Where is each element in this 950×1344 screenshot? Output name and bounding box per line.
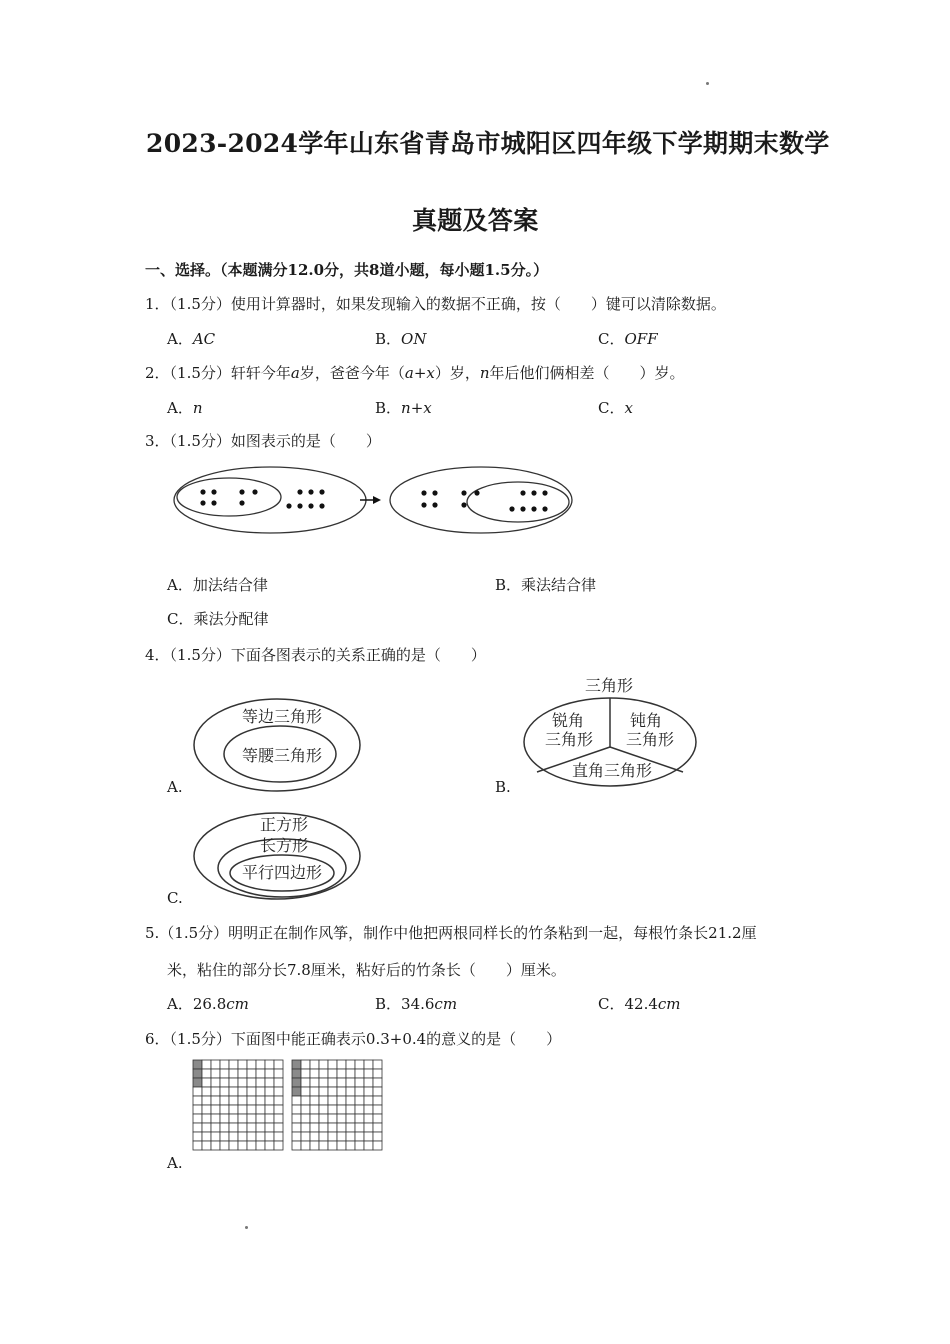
grid-cell — [337, 1069, 346, 1078]
shaded-cell — [193, 1060, 202, 1069]
grid-cell — [337, 1078, 346, 1087]
grid-cell — [364, 1114, 373, 1123]
grid-cell — [337, 1132, 346, 1141]
grid-cell — [211, 1096, 220, 1105]
grid-cell — [319, 1141, 328, 1150]
grid-cell — [319, 1087, 328, 1096]
grid-cell — [229, 1132, 238, 1141]
grid-cell — [355, 1123, 364, 1132]
grid-cell — [202, 1096, 211, 1105]
q3-option-c: C．乘法分配律 — [167, 610, 269, 628]
grid-cell — [256, 1069, 265, 1078]
grid-cell — [220, 1069, 229, 1078]
grid-cell — [274, 1123, 283, 1132]
q2-option-a: A．n — [167, 399, 203, 417]
grid-cell — [373, 1096, 382, 1105]
grid-cell — [292, 1132, 301, 1141]
grid-cell — [319, 1078, 328, 1087]
grid-cell — [364, 1069, 373, 1078]
grid-cell — [274, 1132, 283, 1141]
q2-text-a: 2．（1.5分）轩轩今年 — [145, 364, 291, 382]
grid-cell — [373, 1078, 382, 1087]
diagA-inner-label: 等腰三角形 — [242, 746, 323, 765]
q2-option-b: B．n+x — [375, 399, 432, 417]
grid-cell — [373, 1132, 382, 1141]
grid-cell — [328, 1132, 337, 1141]
q1-option-c: C．OFF — [598, 330, 658, 348]
diagB-right-label-1: 钝角 — [630, 711, 663, 730]
grid-cell — [202, 1069, 211, 1078]
grid-cell — [256, 1123, 265, 1132]
grid-cell — [229, 1123, 238, 1132]
grid-cell — [310, 1114, 319, 1123]
page-title-line1: 2023-2024学年山东省青岛市城阳区四年级下学期期末数学 — [146, 129, 830, 158]
grid-cell — [256, 1114, 265, 1123]
grid-cell — [256, 1078, 265, 1087]
question-3: 3．（1.5分）如图表示的是（ ） — [145, 432, 381, 450]
grid-cell — [337, 1087, 346, 1096]
grid-cell — [229, 1060, 238, 1069]
grid-cell — [220, 1096, 229, 1105]
grid-cell — [211, 1069, 220, 1078]
grid-cell — [355, 1060, 364, 1069]
q3-option-a: A．加法结合律 — [167, 576, 268, 594]
grid-cell — [238, 1114, 247, 1123]
grid-cell — [202, 1132, 211, 1141]
grid-cell — [229, 1114, 238, 1123]
grid-cell — [265, 1105, 274, 1114]
grid-cell — [355, 1105, 364, 1114]
grid-cell — [337, 1141, 346, 1150]
grid-cell — [193, 1096, 202, 1105]
grid-cell — [373, 1141, 382, 1150]
grid-cell — [355, 1078, 364, 1087]
grid-cell — [328, 1141, 337, 1150]
grid-cell — [229, 1078, 238, 1087]
grid-cell — [274, 1060, 283, 1069]
grid-cell — [346, 1123, 355, 1132]
grid-cell — [310, 1132, 319, 1141]
question-6: 6．（1.5分）下面图中能正确表示0.3+0.4的意义的是（ ） — [145, 1030, 562, 1048]
q4-label-b: B. — [495, 778, 511, 796]
grid-cell — [193, 1132, 202, 1141]
q4-diagram-a — [190, 695, 365, 797]
grid-cell — [247, 1132, 256, 1141]
grid-cell — [364, 1132, 373, 1141]
grid-cell — [193, 1123, 202, 1132]
grid-cell — [310, 1060, 319, 1069]
grid-cell — [310, 1078, 319, 1087]
grid-cell — [364, 1141, 373, 1150]
diagB-right-label-2: 三角形 — [626, 730, 675, 749]
grid-cell — [328, 1114, 337, 1123]
grid-cell — [220, 1060, 229, 1069]
grid-cell — [319, 1132, 328, 1141]
shaded-cell — [292, 1078, 301, 1087]
grid-cell — [202, 1123, 211, 1132]
question-1: 1．（1.5分）使用计算器时，如果发现输入的数据不正确，按（ ）键可以清除数据。 — [145, 295, 726, 313]
grid-cell — [247, 1141, 256, 1150]
q6-grid-diagram — [192, 1059, 388, 1155]
grid-cell — [211, 1060, 220, 1069]
grid-cell — [310, 1123, 319, 1132]
grid-cell — [265, 1060, 274, 1069]
grid-cell — [238, 1123, 247, 1132]
grid-cell — [301, 1060, 310, 1069]
grid-cell — [220, 1141, 229, 1150]
section-heading: 一、选择。（本题满分12.0分，共8道小题，每小题1.5分。） — [145, 261, 549, 279]
diagC-inner-label: 平行四边形 — [242, 863, 323, 882]
grid-cell — [337, 1114, 346, 1123]
grid-cell — [319, 1096, 328, 1105]
grid-cell — [346, 1096, 355, 1105]
grid-cell — [220, 1114, 229, 1123]
q5-option-a: A．26.8cm — [167, 995, 249, 1013]
grid-cell — [202, 1105, 211, 1114]
grid-cell — [355, 1096, 364, 1105]
grid-cell — [247, 1114, 256, 1123]
grid-cell — [229, 1096, 238, 1105]
grid-cell — [292, 1141, 301, 1150]
grid-cell — [355, 1087, 364, 1096]
diagA-outer-label: 等边三角形 — [242, 707, 323, 726]
grid-cell — [238, 1069, 247, 1078]
grid-cell — [193, 1087, 202, 1096]
grid-cell — [202, 1141, 211, 1150]
shaded-cell — [292, 1060, 301, 1069]
grid-cell — [247, 1123, 256, 1132]
grid-cell — [346, 1078, 355, 1087]
q2-text-c: ）岁， — [434, 364, 480, 382]
q2-var-a: a — [290, 364, 300, 382]
shaded-cell — [292, 1087, 301, 1096]
right-outer-ellipse — [390, 467, 572, 533]
q5-option-c: C．42.4cm — [598, 995, 681, 1013]
q2-var-n: n — [479, 364, 490, 382]
grid-cell — [274, 1069, 283, 1078]
grid-cell — [292, 1096, 301, 1105]
grid-cell — [238, 1060, 247, 1069]
page-title-line2: 真题及答案 — [412, 206, 539, 235]
grid-cell — [301, 1096, 310, 1105]
grid-cell — [229, 1069, 238, 1078]
grid-cell — [373, 1123, 382, 1132]
diagB-left-label-1: 锐角 — [552, 711, 585, 730]
grid-cell — [274, 1096, 283, 1105]
grid-cell — [211, 1132, 220, 1141]
shaded-cell — [193, 1069, 202, 1078]
grid-cell — [193, 1141, 202, 1150]
grid-cell — [364, 1096, 373, 1105]
grid-cell — [328, 1096, 337, 1105]
diagB-bottom-label: 直角三角形 — [572, 761, 653, 780]
diagB-top-label: 三角形 — [585, 676, 634, 695]
grid-cell — [310, 1069, 319, 1078]
shaded-cell — [292, 1069, 301, 1078]
q2-text-b: 岁，爸爸今年（ — [299, 364, 405, 382]
diagC-middle-label: 长方形 — [260, 836, 309, 855]
diagC-outer-label: 正方形 — [260, 815, 309, 834]
grid-cell — [301, 1087, 310, 1096]
grid-cell — [247, 1078, 256, 1087]
grid-cell — [373, 1069, 382, 1078]
grid-cell — [202, 1078, 211, 1087]
grid-cell — [256, 1105, 265, 1114]
grid-cell — [310, 1105, 319, 1114]
grid-cell — [337, 1096, 346, 1105]
q4-label-c: C. — [167, 889, 183, 907]
grid-cell — [292, 1105, 301, 1114]
q4-diagram-b — [520, 672, 705, 794]
grid-cell — [346, 1087, 355, 1096]
grid-cell — [337, 1123, 346, 1132]
grid-cell — [328, 1105, 337, 1114]
grid-cell — [292, 1114, 301, 1123]
q2-option-c: C．x — [598, 399, 633, 417]
grid-cell — [193, 1105, 202, 1114]
grid-cell — [346, 1105, 355, 1114]
grid-cell — [238, 1087, 247, 1096]
grid-cell — [346, 1114, 355, 1123]
grid-cell — [328, 1123, 337, 1132]
grid-cell — [238, 1078, 247, 1087]
grid-cell — [202, 1087, 211, 1096]
grid-cell — [274, 1078, 283, 1087]
grid-cell — [292, 1123, 301, 1132]
grid-cell — [211, 1078, 220, 1087]
grid-cell — [364, 1087, 373, 1096]
grid-cell — [202, 1114, 211, 1123]
grid-cell — [229, 1141, 238, 1150]
grid-cell — [220, 1078, 229, 1087]
grid-cell — [319, 1123, 328, 1132]
arrow-icon — [360, 496, 381, 504]
grid-cell — [256, 1096, 265, 1105]
grid-cell — [274, 1087, 283, 1096]
grid-cell — [373, 1105, 382, 1114]
grid-cell — [220, 1123, 229, 1132]
grid-cell — [364, 1060, 373, 1069]
question-2 — [145, 362, 685, 383]
grid-cell — [211, 1114, 220, 1123]
grid-cell — [328, 1060, 337, 1069]
grid-cell — [247, 1087, 256, 1096]
grid-cell — [373, 1114, 382, 1123]
grid-cell — [355, 1132, 364, 1141]
grid-cell — [301, 1141, 310, 1150]
grid-cell — [247, 1060, 256, 1069]
q6-label-a: A. — [167, 1154, 183, 1172]
grid-cell — [211, 1105, 220, 1114]
grid-cell — [346, 1069, 355, 1078]
grid-cell — [193, 1114, 202, 1123]
decorative-dot — [245, 1226, 248, 1229]
grid-cell — [256, 1132, 265, 1141]
grid-cell — [211, 1123, 220, 1132]
grid-cell — [373, 1087, 382, 1096]
grid-cell — [256, 1060, 265, 1069]
grid-cell — [265, 1141, 274, 1150]
grid-cell — [301, 1132, 310, 1141]
decorative-dot — [706, 82, 709, 85]
grid-cell — [319, 1114, 328, 1123]
q2-var-ax: a+x — [404, 364, 435, 382]
grid-cell — [328, 1087, 337, 1096]
grid-left — [193, 1060, 283, 1150]
q2-text-d: 年后他们俩相差（ ）岁。 — [489, 364, 685, 382]
grid-cell — [229, 1105, 238, 1114]
grid-cell — [247, 1105, 256, 1114]
grid-cell — [238, 1096, 247, 1105]
grid-cell — [274, 1105, 283, 1114]
grid-cell — [346, 1132, 355, 1141]
grid-cell — [229, 1087, 238, 1096]
grid-cell — [220, 1132, 229, 1141]
grid-cell — [247, 1096, 256, 1105]
grid-cell — [346, 1060, 355, 1069]
grid-cell — [220, 1087, 229, 1096]
q4-diagram-c — [190, 810, 365, 902]
q3-dots-diagram — [165, 463, 585, 543]
grid-cell — [337, 1105, 346, 1114]
grid-cell — [373, 1060, 382, 1069]
q5-option-b: B．34.6cm — [375, 995, 458, 1013]
question-4: 4．（1.5分）下面各图表示的关系正确的是（ ） — [145, 646, 486, 664]
grid-cell — [301, 1069, 310, 1078]
grid-cell — [301, 1078, 310, 1087]
grid-cell — [211, 1087, 220, 1096]
grid-cell — [265, 1069, 274, 1078]
grid-cell — [337, 1060, 346, 1069]
grid-cell — [265, 1078, 274, 1087]
grid-cell — [319, 1069, 328, 1078]
grid-cell — [301, 1114, 310, 1123]
right-inner-ellipse — [467, 482, 569, 522]
grid-cell — [247, 1069, 256, 1078]
grid-cell — [346, 1141, 355, 1150]
grid-cell — [364, 1123, 373, 1132]
diagB-left-label-2: 三角形 — [545, 730, 594, 749]
left-outer-ellipse — [174, 467, 366, 533]
grid-cell — [301, 1105, 310, 1114]
grid-cell — [238, 1141, 247, 1150]
grid-cell — [256, 1141, 265, 1150]
question-5-line1: 5.（1.5分）明明正在制作风筝，制作中他把两根同样长的竹条粘到一起，每根竹条长21.2厘 — [145, 924, 757, 942]
grid-cell — [319, 1060, 328, 1069]
grid-cell — [355, 1114, 364, 1123]
grid-cell — [274, 1114, 283, 1123]
grid-cell — [328, 1078, 337, 1087]
grid-cell — [256, 1087, 265, 1096]
grid-cell — [310, 1087, 319, 1096]
grid-cell — [355, 1069, 364, 1078]
question-5-line2: 米，粘住的部分长7.8厘米，粘好后的竹条长（ ）厘米。 — [167, 961, 566, 979]
grid-cell — [265, 1132, 274, 1141]
grid-cell — [238, 1105, 247, 1114]
left-inner-ellipse — [177, 478, 281, 516]
grid-cell — [211, 1141, 220, 1150]
q1-option-a: A．AC — [167, 330, 216, 348]
grid-cell — [238, 1132, 247, 1141]
q4-label-a: A. — [167, 778, 183, 796]
grid-cell — [265, 1096, 274, 1105]
q1-option-b: B．ON — [375, 330, 427, 348]
grid-right — [292, 1060, 382, 1150]
grid-cell — [310, 1141, 319, 1150]
shaded-cell — [193, 1078, 202, 1087]
grid-cell — [265, 1114, 274, 1123]
grid-cell — [310, 1096, 319, 1105]
grid-cell — [364, 1078, 373, 1087]
grid-cell — [274, 1141, 283, 1150]
grid-cell — [220, 1105, 229, 1114]
grid-cell — [265, 1123, 274, 1132]
q3-option-b: B．乘法结合律 — [495, 576, 597, 594]
grid-cell — [319, 1105, 328, 1114]
grid-cell — [328, 1069, 337, 1078]
grid-cell — [301, 1123, 310, 1132]
grid-cell — [202, 1060, 211, 1069]
grid-cell — [364, 1105, 373, 1114]
grid-cell — [265, 1087, 274, 1096]
grid-cell — [355, 1141, 364, 1150]
